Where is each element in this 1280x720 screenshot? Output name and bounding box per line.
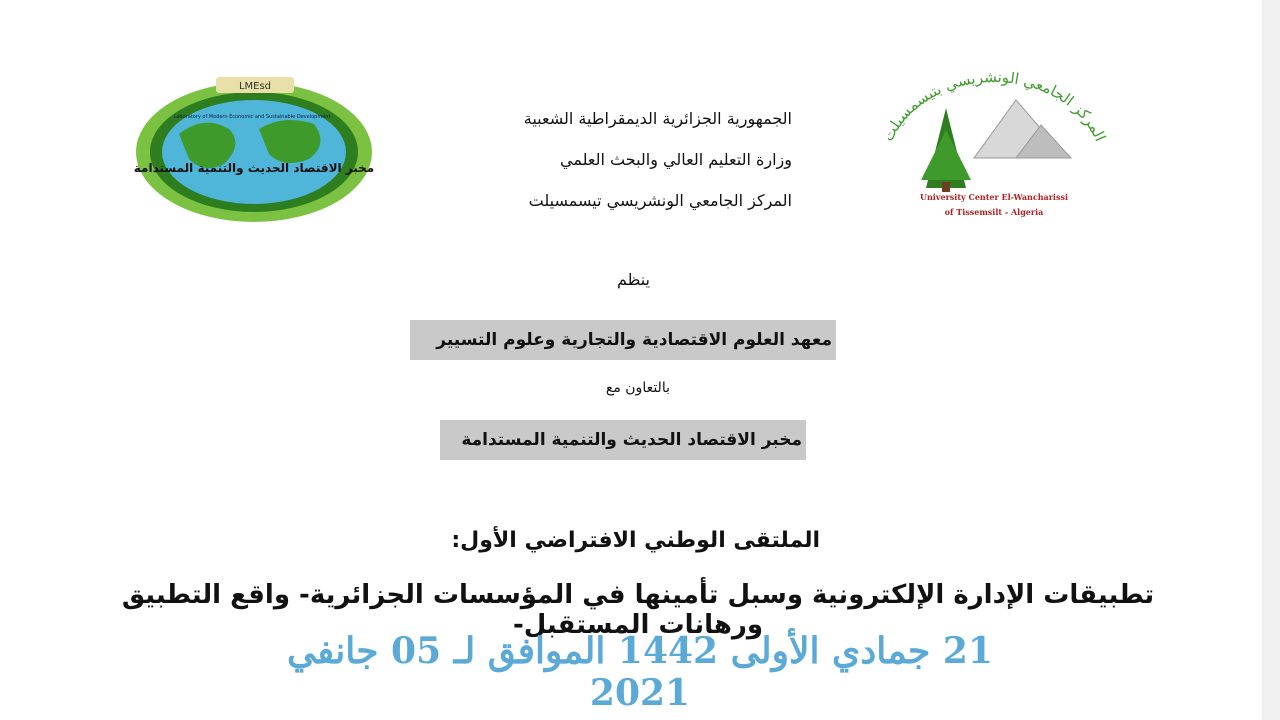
- scrollbar[interactable]: [1262, 0, 1280, 720]
- laboratory-band: مخبر الاقتصاد الحديث والتنمية المستدامة: [440, 420, 806, 460]
- logo-left-arabic: مخبر الاقتصاد الحديث والتنمية المستدامة: [134, 161, 375, 175]
- logo-right-english-2: of Tissemsilt - Algeria: [944, 207, 1044, 217]
- university-center-line: المركز الجامعي الونشريسي تيسمسيلت: [528, 191, 792, 210]
- collaboration-label: بالتعاون مع: [605, 380, 670, 396]
- university-center-logo-graphic: [866, 70, 1122, 230]
- forum-date: 21 جمادي الأولى 1442 الموافق لـ 05 جانفي 2021: [287, 630, 993, 714]
- logo-right-arabic-arc: المركز الجامعي الونشريسي بتيسمسيلت: [878, 70, 1110, 145]
- logo-right-english-1: University Center El-Wancharissi: [920, 192, 1068, 202]
- university-center-logo: [866, 70, 1122, 230]
- forum-title: الملتقى الوطني الافتراضي الأول:: [451, 528, 820, 553]
- logo-left-top-text: LMEsd: [238, 81, 272, 92]
- republic-line: الجمهورية الجزائرية الديمقراطية الشعبية: [523, 109, 792, 128]
- forum-theme: تطبيقات الإدارة الإلكترونية وسبل تأمينها في المؤسسات الجزائرية- واقع التطبيق ورهانات المستقبل-: [121, 580, 1155, 640]
- header-lines: [470, 98, 792, 221]
- organizes-label: ينظم: [616, 270, 650, 289]
- institute-band: معهد العلوم الاقتصادية والتجارية وعلوم التسيير: [410, 320, 836, 360]
- laboratory-logo-graphic: [134, 74, 380, 226]
- ministry-line: وزارة التعليم العالي والبحث العلمي: [560, 150, 792, 169]
- logo-left-english: Laboratory of Modern Economic and Sustainable Development: [173, 114, 331, 120]
- laboratory-logo: [134, 74, 380, 226]
